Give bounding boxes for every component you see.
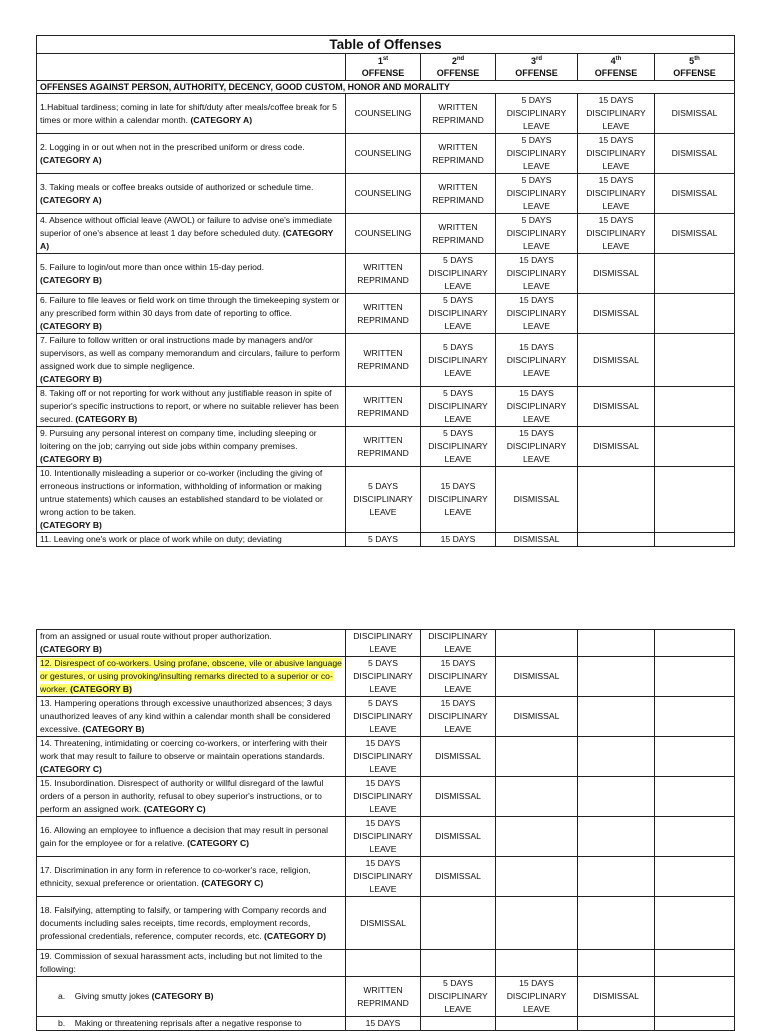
penalty-text: 5 DAYS DISCIPLINARY LEAVE bbox=[353, 698, 413, 734]
offense-text: 1.Habitual tardiness; coming in late for shift/duty after meals/coffee break for 5 times or more within a calendar month. bbox=[40, 101, 337, 125]
penalty-text: DISMISSAL bbox=[593, 991, 639, 1001]
offense-description bbox=[37, 977, 346, 1017]
offense-row bbox=[37, 950, 735, 977]
penalty-text: WRITTEN REPRIMAND bbox=[357, 301, 409, 325]
offense-row bbox=[37, 214, 735, 254]
penalty-offense-2 bbox=[421, 630, 496, 657]
penalty-offense-2 bbox=[421, 977, 496, 1017]
penalty-offense-1 bbox=[346, 294, 421, 334]
penalty-offense-5 bbox=[655, 94, 735, 134]
penalty-offense-3 bbox=[496, 94, 578, 134]
penalty-offense-1 bbox=[346, 174, 421, 214]
offense-description bbox=[37, 94, 346, 134]
penalty-offense-4 bbox=[578, 174, 655, 214]
penalty-text: 15 DAYS DISCIPLINARY LEAVE bbox=[506, 255, 567, 291]
penalty-offense-1 bbox=[346, 467, 421, 533]
penalty-text: DISMISSAL bbox=[671, 228, 718, 238]
penalty-offense-4 bbox=[578, 657, 655, 697]
penalty-text: DISMISSAL bbox=[671, 108, 718, 118]
offense-description bbox=[37, 294, 346, 334]
penalty-offense-5 bbox=[655, 387, 735, 427]
penalty-offense-3 bbox=[496, 950, 578, 977]
penalty-offense-2 bbox=[421, 334, 496, 387]
penalty-offense-4 bbox=[578, 817, 655, 857]
penalty-text: 5 DAYS DISCIPLINARY LEAVE bbox=[353, 481, 413, 517]
penalty-offense-1 bbox=[346, 427, 421, 467]
offense-description bbox=[37, 254, 346, 294]
offense-category: (CATEGORY B) bbox=[40, 520, 102, 530]
penalty-text: 15 DAYS DISCIPLINARY LEAVE bbox=[506, 388, 567, 424]
offense-category: (CATEGORY C) bbox=[201, 877, 264, 888]
penalty-offense-2 bbox=[421, 94, 496, 134]
offense-description bbox=[37, 630, 346, 657]
offense-description bbox=[37, 657, 346, 697]
penalty-text: WRITTEN REPRIMAND bbox=[357, 394, 409, 418]
penalty-text: 15 DAYS DISCIPLINARY LEAVE bbox=[506, 341, 567, 378]
penalty-offense-3 bbox=[496, 857, 578, 897]
penalty-offense-5 bbox=[655, 857, 735, 897]
offenses-table-continued bbox=[36, 629, 735, 1031]
penalty-offense-3 bbox=[496, 134, 578, 174]
offense-category: (CATEGORY B) bbox=[82, 724, 145, 734]
offense-description bbox=[37, 533, 346, 547]
penalty-offense-5 bbox=[655, 134, 735, 174]
penalty-text: WRITTEN REPRIMAND bbox=[432, 101, 484, 125]
penalty-offense-5 bbox=[655, 254, 735, 294]
offense-row bbox=[37, 427, 735, 467]
offense-text: 5. Failure to login/out more than once within 15-day period. bbox=[40, 261, 265, 272]
header-label: OFFENSE bbox=[361, 68, 405, 78]
penalty-text: DISMISSAL bbox=[593, 401, 639, 411]
header-ordinal-suffix: th bbox=[694, 56, 700, 62]
penalty-offense-2 bbox=[421, 174, 496, 214]
penalty-offense-1 bbox=[346, 94, 421, 134]
header-offense-4 bbox=[578, 54, 655, 81]
offense-category: (CATEGORY C) bbox=[187, 837, 250, 848]
offense-row bbox=[37, 334, 735, 387]
penalty-text: DISMISSAL bbox=[671, 148, 718, 158]
penalty-offense-3 bbox=[496, 294, 578, 334]
header-ordinal-suffix: st bbox=[382, 56, 389, 62]
offense-description bbox=[37, 214, 346, 254]
header-number: 3 bbox=[530, 56, 536, 66]
header-number: 2 bbox=[451, 56, 457, 66]
penalty-offense-2 bbox=[421, 737, 496, 777]
penalty-text: 15 DAYS DISCIPLINARY LEAVE bbox=[353, 858, 413, 894]
header-offense-3 bbox=[496, 54, 578, 81]
penalty-text: DISMISSAL bbox=[513, 494, 560, 504]
penalty-text: 5 DAYS DISCIPLINARY LEAVE bbox=[428, 978, 488, 1014]
penalty-text: WRITTEN REPRIMAND bbox=[432, 221, 484, 245]
offense-row bbox=[37, 630, 735, 657]
penalty-offense-1 bbox=[346, 134, 421, 174]
offense-text: 7. Failure to follow written or oral instructions made by managers and/or supervisors, as well as company memorandum and circulars, failure to perform assigned work due to simple negligence. bbox=[40, 335, 340, 371]
penalty-offense-3 bbox=[496, 214, 578, 254]
penalty-text: 15 DAYS DISCIPLINARY LEAVE bbox=[586, 135, 646, 171]
penalty-offense-4 bbox=[578, 533, 655, 547]
offense-row bbox=[37, 294, 735, 334]
offense-text: 13. Hampering operations through excessive unauthorized absences; 3 days unauthorized leaves of any kind within a calendar month shall be considered excessive. bbox=[40, 698, 332, 734]
penalty-offense-4 bbox=[578, 134, 655, 174]
offense-row bbox=[37, 657, 735, 697]
penalty-text: 15 DAYS DISCIPLINARY LEAVE bbox=[586, 215, 646, 251]
offense-text: 15. Insubordination. Disrespect of authority or willful disregard of the lawful orders of a person in authority, refusal to obey superior's instructions, or to perform an assigned work. bbox=[40, 778, 324, 814]
penalty-offense-2 bbox=[421, 897, 496, 950]
offense-row bbox=[37, 857, 735, 897]
header-ordinal-suffix: rd bbox=[536, 56, 542, 62]
penalty-offense-3 bbox=[496, 737, 578, 777]
header-number: 4 bbox=[610, 56, 616, 66]
offense-description bbox=[37, 174, 346, 214]
offense-text: 3. Taking meals or coffee breaks outside of authorized or schedule time. bbox=[40, 181, 314, 192]
penalty-offense-1 bbox=[346, 977, 421, 1017]
penalty-offense-4 bbox=[578, 737, 655, 777]
header-ordinal-suffix: th bbox=[615, 56, 622, 62]
offense-row bbox=[37, 254, 735, 294]
offense-text: 11. Leaving one's work or place of work while on duty; deviating bbox=[40, 534, 282, 544]
penalty-text: DISCIPLINARY LEAVE bbox=[353, 631, 413, 654]
penalty-offense-2 bbox=[421, 427, 496, 467]
penalty-offense-3 bbox=[496, 387, 578, 427]
penalty-text: 15 DAYS DISCIPLINARY LEAVE bbox=[353, 778, 413, 814]
penalty-offense-1 bbox=[346, 817, 421, 857]
offense-description bbox=[37, 334, 346, 387]
penalty-text: COUNSELING bbox=[354, 228, 412, 238]
offense-row bbox=[37, 777, 735, 817]
offense-row bbox=[37, 174, 735, 214]
offense-text: 17. Discrimination in any form in reference to co-worker's race, religion, ethnicity, sexual preference or orientation. bbox=[40, 864, 311, 888]
offense-row bbox=[37, 977, 735, 1017]
penalty-text: DISMISSAL bbox=[593, 354, 639, 365]
offense-row bbox=[37, 533, 735, 547]
penalty-offense-3 bbox=[496, 817, 578, 857]
header-ordinal-suffix: nd bbox=[456, 56, 465, 62]
offense-row bbox=[37, 817, 735, 857]
offense-description bbox=[37, 134, 346, 174]
offense-row bbox=[37, 134, 735, 174]
penalty-text: DISMISSAL bbox=[593, 268, 639, 278]
penalty-offense-2 bbox=[421, 777, 496, 817]
penalty-offense-5 bbox=[655, 777, 735, 817]
penalty-text: 15 DAYS DISCIPLINARY LEAVE bbox=[353, 738, 413, 774]
offense-text: 8. Taking off or not reporting for work without any justifiable reason in spite of superior's specific instructions to report, or where no suitable reliever has been secured. bbox=[40, 388, 339, 424]
penalty-text: WRITTEN REPRIMAND bbox=[357, 984, 409, 1008]
penalty-offense-5 bbox=[655, 334, 735, 387]
penalty-offense-3 bbox=[496, 533, 578, 547]
penalty-text: 5 DAYS DISCIPLINARY LEAVE bbox=[506, 175, 567, 211]
penalty-offense-3 bbox=[496, 630, 578, 657]
penalty-text: 15 DAYS DISCIPLINARY LEAVE bbox=[506, 295, 567, 331]
offense-category: (CATEGORY A) bbox=[40, 154, 102, 165]
penalty-text: DISMISSAL bbox=[513, 534, 560, 544]
penalty-offense-1 bbox=[346, 897, 421, 950]
offense-text: 10. Intentionally misleading a superior or co-worker (including the giving of erroneous instructions or information, withholding of information or making untrue statements) which causes an established standard to be violated or wrong action to be taken. bbox=[40, 468, 323, 517]
penalty-offense-5 bbox=[655, 977, 735, 1017]
penalty-offense-2 bbox=[421, 387, 496, 427]
penalty-offense-4 bbox=[578, 254, 655, 294]
penalty-offense-4 bbox=[578, 897, 655, 950]
offense-row bbox=[37, 897, 735, 950]
offense-row bbox=[37, 737, 735, 777]
penalty-text: DISMISSAL bbox=[435, 791, 481, 801]
penalty-offense-5 bbox=[655, 737, 735, 777]
penalty-offense-4 bbox=[578, 950, 655, 977]
offense-category: (CATEGORY C) bbox=[40, 764, 102, 774]
penalty-offense-4 bbox=[578, 387, 655, 427]
offense-category: (CATEGORY B) bbox=[40, 644, 102, 654]
offense-row bbox=[37, 94, 735, 134]
penalty-offense-1 bbox=[346, 697, 421, 737]
header-offense-5 bbox=[655, 54, 735, 81]
offenses-table-top bbox=[36, 35, 735, 547]
penalty-offense-5 bbox=[655, 950, 735, 977]
penalty-offense-5 bbox=[655, 817, 735, 857]
penalty-offense-2 bbox=[421, 950, 496, 977]
penalty-text: 5 DAYS DISCIPLINARY LEAVE bbox=[506, 215, 567, 251]
penalty-offense-3 bbox=[496, 657, 578, 697]
offense-text: 14. Threatening, intimidating or coercing co-workers, or interfering with their work that may result to failure to observe or maintain operations standards. bbox=[40, 738, 328, 761]
penalty-text: 5 DAYS DISCIPLINARY LEAVE bbox=[353, 658, 413, 694]
penalty-offense-3 bbox=[496, 254, 578, 294]
penalty-offense-3 bbox=[496, 897, 578, 950]
penalty-text: 5 DAYS DISCIPLINARY LEAVE bbox=[428, 255, 488, 291]
sub-item-text: a. Giving smutty jokes bbox=[58, 991, 150, 1001]
offense-description bbox=[37, 897, 346, 950]
offense-description bbox=[37, 697, 346, 737]
penalty-offense-4 bbox=[578, 427, 655, 467]
offense-text: 18. Falsifying, attempting to falsify, or tampering with Company records and documents including sales receipts, time records, employment records, professional credentials, reference, computer records, etc. bbox=[40, 904, 327, 941]
penalty-offense-1 bbox=[346, 254, 421, 294]
offense-text: 12. Disrespect of co-workers. Using profane, obscene, vile or abusive language or gestures, or using provoking/insulting remarks directed to a superior or co-worker. bbox=[40, 658, 342, 694]
offense-category: (CATEGORY B) bbox=[40, 454, 102, 464]
header-label: OFFENSE bbox=[594, 68, 638, 78]
penalty-text: 5 DAYS DISCIPLINARY LEAVE bbox=[506, 135, 567, 171]
penalty-text: WRITTEN REPRIMAND bbox=[357, 348, 409, 371]
penalty-text: 15 DAYS DISCIPLINARY LEAVE bbox=[506, 978, 567, 1014]
penalty-text: DISMISSAL bbox=[513, 671, 560, 681]
penalty-offense-2 bbox=[421, 467, 496, 533]
penalty-text: COUNSELING bbox=[354, 148, 412, 158]
penalty-text: 15 DAYS DISCIPLINARY LEAVE bbox=[586, 175, 646, 211]
penalty-text: 5 DAYS DISCIPLINARY LEAVE bbox=[428, 428, 488, 464]
offense-text: 16. Allowing an employee to influence a decision that may result in personal gain for the employee or for a relative. bbox=[40, 824, 329, 848]
penalty-offense-5 bbox=[655, 174, 735, 214]
penalty-offense-2 bbox=[421, 697, 496, 737]
penalty-offense-1 bbox=[346, 737, 421, 777]
penalty-offense-2 bbox=[421, 254, 496, 294]
penalty-text: WRITTEN REPRIMAND bbox=[432, 181, 484, 205]
penalty-text: DISMISSAL bbox=[593, 308, 639, 318]
header-label: OFFENSE bbox=[436, 68, 480, 78]
penalty-text: 15 DAYS DISCIPLINARY LEAVE bbox=[428, 698, 488, 734]
offense-description bbox=[37, 857, 346, 897]
penalty-text: 5 DAYS bbox=[368, 534, 398, 544]
penalty-text: 5 DAYS DISCIPLINARY LEAVE bbox=[506, 95, 567, 131]
penalty-text: COUNSELING bbox=[354, 108, 412, 118]
offense-category: (CATEGORY B) bbox=[40, 374, 102, 384]
penalty-text: 15 DAYS DISCIPLINARY LEAVE bbox=[428, 658, 488, 694]
penalty-offense-4 bbox=[578, 334, 655, 387]
offense-category: (CATEGORY A) bbox=[40, 194, 102, 205]
offense-category: (CATEGORY B) bbox=[40, 321, 102, 331]
penalty-offense-2 bbox=[421, 817, 496, 857]
penalty-text: 5 DAYS DISCIPLINARY LEAVE bbox=[428, 295, 488, 331]
penalty-offense-5 bbox=[655, 294, 735, 334]
penalty-text: WRITTEN REPRIMAND bbox=[357, 434, 409, 458]
penalty-text: 15 DAYS DISCIPLINARY LEAVE bbox=[353, 818, 413, 854]
header-offense-2 bbox=[421, 54, 496, 81]
penalty-text: DISMISSAL bbox=[360, 917, 406, 928]
penalty-offense-1 bbox=[346, 533, 421, 547]
penalty-offense-5 bbox=[655, 630, 735, 657]
penalty-offense-3 bbox=[496, 334, 578, 387]
penalty-text: DISMISSAL bbox=[671, 188, 718, 198]
offense-category: (CATEGORY B) bbox=[70, 684, 132, 694]
penalty-offense-1 bbox=[346, 334, 421, 387]
penalty-text: 5 DAYS DISCIPLINARY LEAVE bbox=[428, 388, 488, 424]
penalty-offense-2 bbox=[421, 533, 496, 547]
penalty-offense-4 bbox=[578, 857, 655, 897]
penalty-offense-1 bbox=[346, 630, 421, 657]
penalty-text: DISMISSAL bbox=[435, 751, 481, 761]
offense-description bbox=[37, 737, 346, 777]
penalty-offense-5 bbox=[655, 897, 735, 950]
offense-text: 4. Absence without official leave (AWOL) or failure to advise one's immediate superior of one's absence at least 1 day before scheduled duty. bbox=[40, 215, 333, 238]
offense-text: 19. Commission of sexual harassment acts, including but not limited to the following: bbox=[40, 951, 323, 974]
offense-category: (CATEGORY B) bbox=[75, 414, 138, 424]
penalty-offense-5 bbox=[655, 533, 735, 547]
penalty-offense-5 bbox=[655, 697, 735, 737]
header-row bbox=[37, 54, 735, 81]
penalty-text: WRITTEN REPRIMAND bbox=[432, 141, 484, 165]
penalty-offense-4 bbox=[578, 94, 655, 134]
penalty-text: DISMISSAL bbox=[513, 711, 560, 721]
penalty-offense-1 bbox=[346, 387, 421, 427]
offense-description bbox=[37, 777, 346, 817]
penalty-offense-4 bbox=[578, 777, 655, 817]
offense-row bbox=[37, 697, 735, 737]
offense-text: 2. Logging in or out when not in the prescribed uniform or dress code. bbox=[40, 141, 305, 152]
header-number: 1 bbox=[377, 56, 383, 66]
header-label: OFFENSE bbox=[673, 68, 716, 78]
offense-text: 6. Failure to file leaves or field work on time through the timekeeping system or any prescribed form within 30 days from date of reporting to office. bbox=[40, 295, 340, 318]
penalty-offense-3 bbox=[496, 697, 578, 737]
offense-text: 9. Pursuing any personal interest on company time, including sleeping or loitering on the job; carrying out side jobs within company premises. bbox=[40, 428, 317, 451]
penalty-offense-4 bbox=[578, 214, 655, 254]
offense-row bbox=[37, 387, 735, 427]
penalty-offense-1 bbox=[346, 657, 421, 697]
penalty-offense-4 bbox=[578, 977, 655, 1017]
offense-description bbox=[37, 950, 346, 977]
penalty-offense-5 bbox=[655, 427, 735, 467]
penalty-offense-1 bbox=[346, 950, 421, 977]
penalty-text: 15 DAYS bbox=[365, 1018, 401, 1028]
penalty-offense-2 bbox=[421, 134, 496, 174]
penalty-offense-4 bbox=[578, 294, 655, 334]
penalty-text: DISMISSAL bbox=[435, 831, 481, 841]
header-blank bbox=[37, 54, 346, 81]
penalty-text: 5 DAYS DISCIPLINARY LEAVE bbox=[428, 341, 488, 378]
section-heading: OFFENSES AGAINST PERSON, AUTHORITY, DECENCY, GOOD CUSTOM, HONOR AND MORALITY bbox=[37, 81, 735, 94]
penalty-offense-3 bbox=[496, 467, 578, 533]
penalty-offense-1 bbox=[346, 777, 421, 817]
penalty-offense-2 bbox=[421, 294, 496, 334]
penalty-text: 15 DAYS DISCIPLINARY LEAVE bbox=[506, 428, 567, 464]
offense-description bbox=[37, 387, 346, 427]
penalty-offense-4 bbox=[578, 697, 655, 737]
penalty-offense-1 bbox=[346, 214, 421, 254]
penalty-text: WRITTEN REPRIMAND bbox=[357, 261, 409, 285]
penalty-offense-4 bbox=[578, 467, 655, 533]
penalty-offense-5 bbox=[655, 467, 735, 533]
offense-row bbox=[37, 467, 735, 533]
header-label: OFFENSE bbox=[515, 68, 558, 78]
penalty-offense-2 bbox=[421, 857, 496, 897]
header-offense-1 bbox=[346, 54, 421, 81]
penalty-text: DISCIPLINARY LEAVE bbox=[428, 631, 488, 654]
header-number: 5 bbox=[689, 56, 695, 66]
penalty-offense-3 bbox=[496, 977, 578, 1017]
offense-category: (CATEGORY B) bbox=[40, 274, 102, 285]
penalty-offense-1 bbox=[346, 857, 421, 897]
penalty-offense-2 bbox=[421, 214, 496, 254]
offense-description bbox=[37, 427, 346, 467]
offense-category: (CATEGORY D) bbox=[264, 930, 326, 941]
offense-category: (CATEGORY B) bbox=[151, 991, 214, 1001]
offense-text: from an assigned or usual route without proper authorization. bbox=[40, 631, 272, 641]
penalty-text: COUNSELING bbox=[354, 188, 412, 198]
penalty-text: DISMISSAL bbox=[593, 441, 639, 451]
penalty-text: DISMISSAL bbox=[435, 871, 481, 881]
penalty-text: 15 DAYS DISCIPLINARY LEAVE bbox=[428, 481, 488, 517]
offense-description bbox=[37, 467, 346, 533]
penalty-offense-2 bbox=[421, 657, 496, 697]
penalty-text: 15 DAYS DISCIPLINARY LEAVE bbox=[586, 95, 646, 131]
penalty-offense-5 bbox=[655, 657, 735, 697]
offense-description bbox=[37, 817, 346, 857]
penalty-text: 15 DAYS bbox=[440, 534, 476, 544]
penalty-offense-5 bbox=[655, 214, 735, 254]
penalty-offense-3 bbox=[496, 174, 578, 214]
offense-category: (CATEGORY C) bbox=[143, 804, 206, 814]
penalty-offense-3 bbox=[496, 777, 578, 817]
table-title: Table of Offenses bbox=[37, 36, 735, 54]
penalty-offense-3 bbox=[496, 427, 578, 467]
penalty-offense-4 bbox=[578, 630, 655, 657]
offense-category: (CATEGORY A) bbox=[40, 228, 334, 251]
sub-item-text: b. Making or threatening reprisals after a negative response to bbox=[58, 1018, 302, 1028]
offense-category: (CATEGORY A) bbox=[190, 114, 253, 125]
